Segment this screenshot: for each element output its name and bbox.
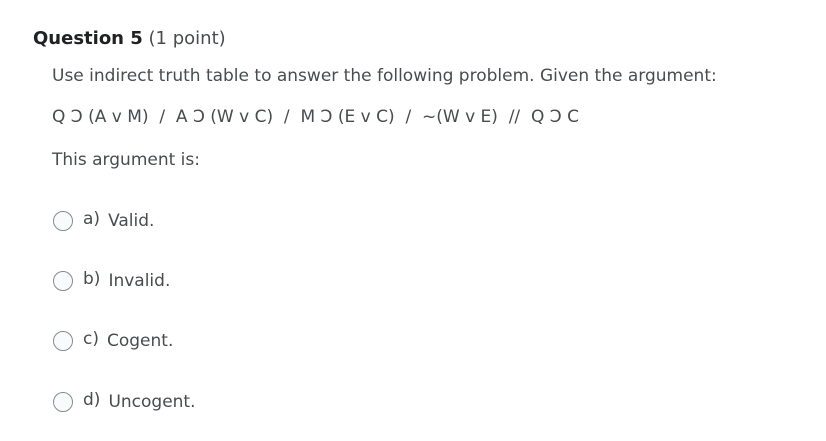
question-stem: This argument is: xyxy=(52,150,200,170)
option-letter: c) xyxy=(83,329,99,349)
option-letter: d) xyxy=(83,390,101,410)
radio-button-b[interactable] xyxy=(53,271,73,291)
option-c[interactable] xyxy=(53,328,173,354)
option-letter: b) xyxy=(83,269,101,289)
option-b[interactable] xyxy=(53,268,170,294)
option-label: Cogent. xyxy=(106,331,174,351)
question-header xyxy=(33,27,226,51)
option-label: Valid. xyxy=(108,211,155,231)
radio-button-a[interactable] xyxy=(53,211,73,231)
option-label: Invalid. xyxy=(108,271,171,291)
argument-statement: Q Ↄ (A v M) / A Ↄ (W v C) / M Ↄ (E v C) / ~(W v E) // Q Ↄ C xyxy=(52,107,579,127)
option-letter: a) xyxy=(83,209,101,229)
question-title: Question 5 xyxy=(33,28,143,49)
question-prompt: Use indirect truth table to answer the following problem. Given the argument: xyxy=(52,66,717,86)
option-label: Uncogent. xyxy=(108,392,196,412)
option-a[interactable] xyxy=(53,208,154,234)
question-points: (1 point) xyxy=(148,28,226,49)
radio-button-d[interactable] xyxy=(53,392,73,412)
radio-button-c[interactable] xyxy=(53,331,73,351)
option-d[interactable] xyxy=(53,389,196,415)
